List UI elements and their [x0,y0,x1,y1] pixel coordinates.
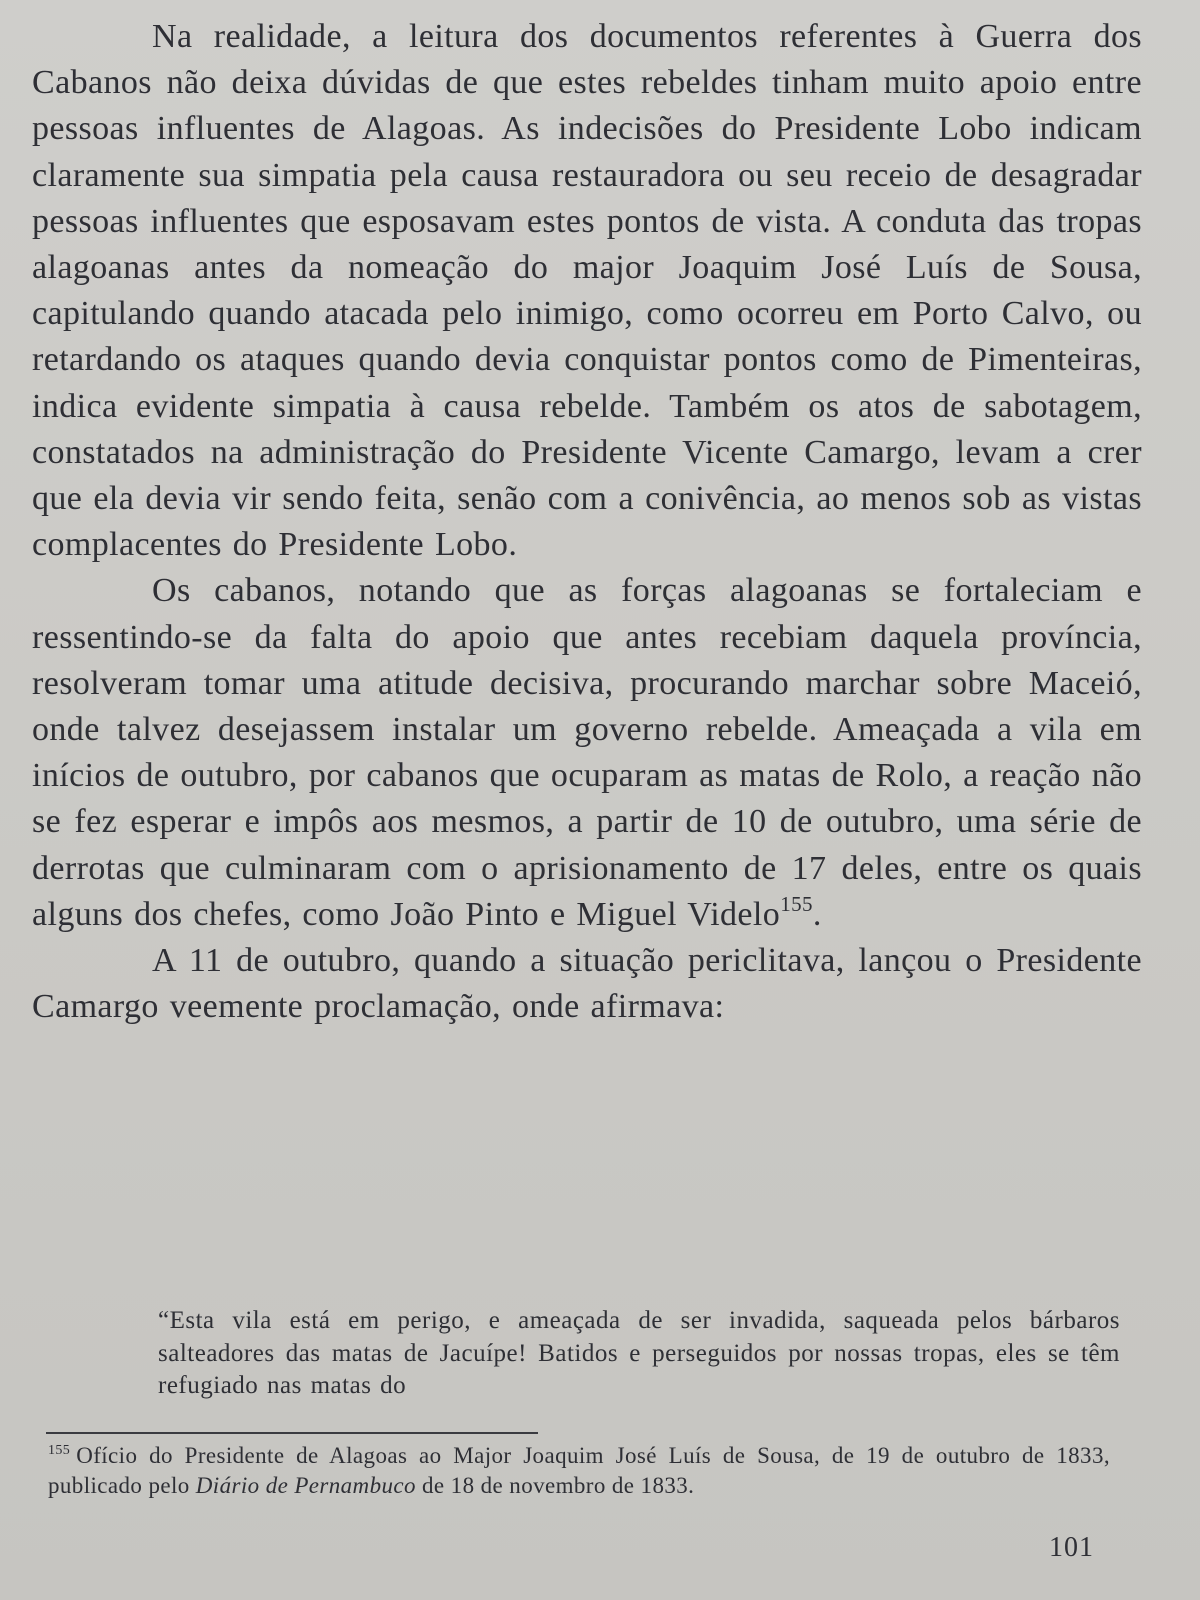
paragraph-1: Na realidade, a leitura dos documentos referentes à Guerra dos Cabanos não deixa dúvidas de que estes rebeldes tinham muito apoio entre pessoas influentes de Alagoas. As indecisões do Presidente Lobo indicam claramente sua simpatia pela causa restauradora ou seu receio de desagradar pessoas influentes que esposavam estes pontos de vista. A conduta das tropas alagoanas antes da nomeação do major Joaquim José Luís de Sousa, capitulando quando atacada pelo inimigo, como ocorreu em Porto Calvo, ou retardando os ataques quando devia conquistar pontos como de Pimenteiras, indica evidente simpatia à causa rebelde. Também os atos de sabotagem, constatados na administração do Presidente Vicente Camargo, levam a crer que ela devia vir sendo feita, senão com a conivência, ao menos sob as vistas complacentes do Presidente Lobo. [32,18,1142,564]
paragraph-2-text: Os cabanos, notando que as forças alagoanas se fortaleciam e ressentindo-se da falta do apoio que antes recebiam daquela província, resolveram tomar uma atitude decisiva, procurando marchar sobre Maceió, onde talvez desejassem instalar um governo rebelde. Ameaçada a vila em inícios de outubro, por cabanos que ocuparam as matas de Rolo, a reação não se fez esperar e impôs aos mesmos, a partir de 10 de outubro, uma série de derrotas que culminaram com o aprisionamento de 17 deles, entre os quais alguns dos chefes, como João Pinto e Miguel Videlo [32,572,1142,933]
footnote-separator [46,1432,538,1434]
footnote [48,1441,1110,1501]
footnote-text-start: Ofício do Presidente de Alagoas ao Major Joaquim José Luís de Sousa, de 19 de outubro de 1833, publicado pelo [48,1443,1110,1498]
footnote-number: 155 [48,1443,71,1458]
paragraph-3: A 11 de outubro, quando a situação periclitava, lançou o Presidente Camargo veemente proclamação, onde afirmava: [32,942,1142,1026]
paragraph-2: Os cabanos, notando que as forças alagoanas se fortaleciam e ressentindo-se da falta do apoio que antes recebiam daquela província, resolveram tomar uma atitude decisiva, procurando marchar sobre Maceió, onde talvez desejassem instalar um governo rebelde. Ameaçada a vila em inícios de outubro, por cabanos que ocuparam as matas de Rolo, a reação não se fez esperar e impôs aos mesmos, a partir de 10 de outubro, uma série de derrotas que culminaram com o aprisionamento de 17 deles, entre os quais alguns dos chefes, como João Pinto e Miguel Videlo$^{155}$. [32,572,1142,933]
footnote-text-end: de 18 de novembro de 1833. [415,1473,695,1498]
block-quote: “Esta vila está em perigo, e ameaçada de ser invadida, saqueada pelos bárbaros salteadores das matas de Jacuípe! Batidos e perseguidos por nossas tropas, eles se têm refugiado nas matas do [158,1307,1120,1399]
footnote-reference: 155 [780,891,813,916]
page-number: 101 [1049,1532,1094,1563]
footnote-publication-title: Diário de Pernambuco [195,1473,416,1498]
main-text [32,14,1142,1030]
